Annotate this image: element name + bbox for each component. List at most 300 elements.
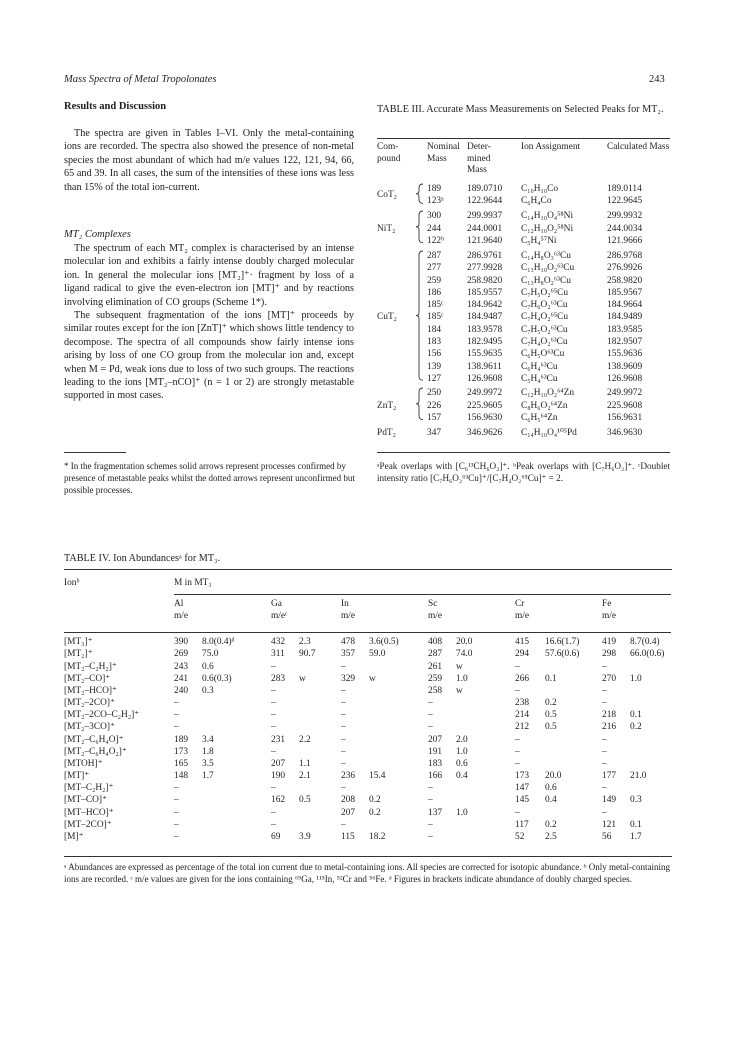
mass-cell: – [428, 698, 433, 709]
paragraph-text: The spectrum of each MT₂ complex is characterised by an intense molecular ion and exhibits a fairly intense doubly charged molecular ion. In general the molecular ions [MT₂]⁺· fragment by loss of a ligand radical to give the even-electron ion [MT]⁺ and by reactions involving elimination of CO groups (Scheme 1*). [64, 243, 354, 308]
mass-cell: – [271, 661, 276, 672]
abundance-cell: w [369, 673, 376, 684]
ion-assignment-cell: C₁₄H₁₀O₄¹⁰⁵Pd [521, 428, 577, 439]
determined-mass-cell: 299.9937 [467, 211, 503, 222]
mass-cell: – [602, 734, 607, 745]
abundance-cell: 20.0 [545, 771, 562, 782]
determined-mass-cell: 155.9635 [467, 349, 503, 360]
determined-mass-cell: 277.9928 [467, 263, 503, 274]
abundance-cell [364, 697, 428, 709]
abundance-cell: 0.5 [545, 710, 557, 721]
ion-cell: [MT–2CO]⁺ [64, 819, 112, 830]
mass-cell: – [602, 661, 607, 672]
mass-cell: 173 [174, 746, 189, 757]
abundance-cell: 0.6 [202, 661, 214, 672]
mass-cell: – [602, 746, 607, 757]
calculated-mass-cell: 183.9585 [607, 324, 643, 335]
subsection-heading: MT₂ Complexes [64, 229, 131, 240]
mass-cell: 166 [428, 771, 443, 782]
mass-cell: – [428, 795, 433, 806]
compound-cell: CoT₂ [377, 190, 397, 201]
mass-cell: – [515, 807, 520, 818]
ion-cell: [MT₃]⁺ [64, 637, 93, 648]
mass-cell: 207 [428, 734, 443, 745]
table-row [64, 709, 671, 721]
mass-cell: – [341, 698, 346, 709]
determined-mass-cell: 258.9820 [467, 275, 503, 286]
table-row [64, 819, 671, 831]
results-paragraph-1 [64, 127, 354, 194]
abundance-cell: 0.6 [456, 758, 468, 769]
abundance-cell: 1.0 [456, 746, 468, 757]
nominal-mass-cell: 157 [427, 413, 442, 424]
mass-cell: – [271, 783, 276, 794]
table-row [64, 746, 671, 758]
ion-cell: [MT₂–CO]⁺ [64, 673, 111, 684]
mass-cell: – [271, 685, 276, 696]
abundance-cell: 8.7(0.4) [630, 637, 660, 648]
table3-body [377, 183, 670, 440]
ion-assignment-cell: C₁₄H₁₀O₄⁵⁸Ni [521, 211, 574, 222]
brace-icon [415, 250, 425, 381]
header-ion: Ionᵇ [64, 578, 80, 588]
mass-cell: 283 [271, 673, 286, 684]
header-compound: Com- pound [377, 142, 401, 164]
abundance-cell: w [299, 673, 306, 684]
mass-cell: – [602, 783, 607, 794]
ion-cell: [MT₂]⁺ [64, 649, 93, 660]
abundance-cell: 0.2 [630, 722, 642, 733]
nominal-mass-cell: 185ᶜ [427, 312, 444, 323]
mass-cell: – [174, 710, 179, 721]
table4 [64, 568, 671, 843]
abundance-cell [540, 661, 602, 673]
abundance-cell: 1.0 [630, 673, 642, 684]
table-row [64, 770, 671, 782]
abundance-cell: 0.4 [545, 795, 557, 806]
abundance-cell [625, 661, 671, 673]
abundance-cell [625, 734, 671, 746]
brace-cell [415, 385, 427, 425]
determined-mass-cell: 126.9608 [467, 373, 503, 384]
paragraph-text: The spectra are given in Tables I–VI. Only the metal-containing ions are recorded. The spectra also showed the presence of non-metal species the most abundant of which had m/e values 122, 121, 94, 66, 65 and 39. In all cases, the sum of the intensities of these ions was less than 15% of the total ion-current. [64, 128, 354, 193]
calculated-mass-cell: 182.9507 [607, 336, 643, 347]
ion-cell: [MT₂–2CO]⁺ [64, 698, 115, 709]
mass-cell: – [271, 819, 276, 830]
nominal-mass-cell: 183 [427, 336, 442, 347]
mass-cell: 269 [174, 649, 189, 660]
mass-cell: – [271, 710, 276, 721]
table3 [377, 139, 670, 439]
table-row [377, 385, 670, 400]
mass-cell: – [271, 722, 276, 733]
abundance-cell: w [456, 685, 463, 696]
nominal-mass-cell: 226 [427, 400, 442, 411]
mass-cell: 218 [602, 710, 617, 721]
mass-cell: – [341, 819, 346, 830]
abundance-cell [540, 734, 602, 746]
mass-cell: – [428, 710, 433, 721]
abundance-cell: 15.4 [369, 771, 386, 782]
mass-cell: – [341, 685, 346, 696]
abundance-cell: 66.0(0.6) [630, 649, 665, 660]
abundance-cell [451, 831, 515, 843]
abundance-cell [197, 697, 271, 709]
abundance-cell: 1.1 [299, 758, 311, 769]
mass-cell: – [174, 819, 179, 830]
abundance-cell [197, 782, 271, 794]
mass-cell: – [341, 758, 346, 769]
abundance-cell: 0.4 [456, 771, 468, 782]
nominal-mass-cell: 259 [427, 275, 442, 286]
abundance-cell: 0.3 [202, 685, 214, 696]
empty-cell [64, 598, 174, 610]
mass-cell: 117 [515, 819, 529, 830]
determined-mass-cell: 122.9644 [467, 196, 503, 207]
mass-cell: – [174, 698, 179, 709]
abundance-cell: 0.5 [299, 795, 311, 806]
metal-header-4: Cr [515, 599, 525, 609]
mass-cell: 207 [271, 758, 286, 769]
compound-cell: CuT₂ [377, 312, 397, 323]
table-row [64, 673, 671, 685]
determined-mass-cell: 244.0001 [467, 223, 503, 234]
abundance-cell [294, 709, 341, 721]
table-row [64, 721, 671, 733]
abundance-cell: 0.5 [545, 722, 557, 733]
ion-cell: [MT–HCO]⁺ [64, 807, 114, 818]
calculated-mass-cell: 122.9645 [607, 196, 643, 207]
mass-cell: 207 [341, 807, 356, 818]
table-row [64, 734, 671, 746]
abundance-cell [294, 661, 341, 673]
brace-icon [415, 210, 425, 244]
abundance-cell [364, 709, 428, 721]
abundance-cell [364, 746, 428, 758]
brace-icon [415, 183, 425, 204]
unit-header-1: m/eᶜ [271, 611, 288, 622]
table-row [64, 794, 671, 806]
running-title: Mass Spectra of Metal Tropolonates [64, 74, 217, 85]
ion-cell: [MT₂–C₆H₄O]⁺ [64, 734, 124, 745]
abundance-cell: 59.0 [369, 649, 386, 660]
mass-cell: 311 [271, 649, 285, 660]
brace-cell [415, 183, 427, 209]
mass-cell: – [174, 831, 179, 842]
nominal-mass-cell: 189 [427, 183, 442, 194]
abundance-cell: 1.0 [456, 807, 468, 818]
determined-mass-cell: 138.9611 [467, 361, 502, 372]
mass-cell: 177 [602, 771, 617, 782]
ion-assignment-cell: C₆H₄Co [521, 196, 552, 207]
calculated-mass-cell: 249.9972 [607, 388, 643, 399]
mass-cell: – [515, 758, 520, 769]
mass-cell: – [428, 831, 433, 842]
calculated-mass-cell: 276.9926 [607, 263, 643, 274]
abundance-cell [197, 794, 271, 806]
ion-assignment-cell: C₇H₅O₂⁶³Cu [521, 324, 568, 335]
determined-mass-cell: 346.9626 [467, 428, 503, 439]
calculated-mass-cell: 126.9608 [607, 373, 643, 384]
table3-notes: ᵃPeak overlaps with [C₆¹³CH₆O₂]⁺. ᵇPeak overlaps with [C₇H₆O₂]⁺. ᶜDoublet intensity ratio [C₇H₆O₂⁶³Cu]⁺/[C₇H₄O₂⁶⁵Cu]⁺ = 2. [377, 461, 670, 484]
mass-cell: 408 [428, 637, 443, 648]
mass-cell: – [174, 783, 179, 794]
mass-cell: – [341, 746, 346, 757]
mass-cell: – [341, 783, 346, 794]
ion-cell: [MT–C₂H₂]⁺ [64, 783, 114, 794]
abundance-cell [364, 758, 428, 770]
ion-cell: [MT₂–HCO]⁺ [64, 685, 118, 696]
determined-mass-cell: 156.9630 [467, 413, 503, 424]
ion-assignment-cell: C₁₂H₁₀O₂⁶⁴Zn [521, 388, 575, 399]
abundance-cell [197, 831, 271, 843]
ion-assignment-cell: C₁₄H₈O₃⁶³Cu [521, 250, 571, 261]
table3-header-row [377, 139, 670, 183]
mass-cell: 137 [428, 807, 443, 818]
mass-cell: 261 [428, 661, 443, 672]
ion-cell: [MT–CO]⁺ [64, 795, 107, 806]
abundance-cell: 2.5 [545, 831, 557, 842]
mass-cell: 294 [515, 649, 530, 660]
table-row [64, 807, 671, 819]
abundance-cell [540, 758, 602, 770]
mass-cell: 145 [515, 795, 530, 806]
mass-cell: 298 [602, 649, 617, 660]
calculated-mass-cell: 184.9489 [607, 312, 643, 323]
mass-cell: 162 [271, 795, 286, 806]
ion-assignment-cell: C₇H₆O₂⁶³Cu [521, 300, 568, 311]
abundance-cell: 2.3 [299, 637, 311, 648]
abundance-cell: 2.1 [299, 771, 311, 782]
mass-cell: 173 [515, 771, 530, 782]
mass-cell: 121 [602, 819, 617, 830]
mass-cell: – [341, 661, 346, 672]
mass-cell: – [341, 734, 346, 745]
mass-cell: – [602, 685, 607, 696]
calculated-mass-cell: 138.9609 [607, 361, 643, 372]
abundance-cell: 90.7 [299, 649, 316, 660]
ion-assignment-cell: C₅H₄⁵⁷Ni [521, 236, 557, 247]
unit-header-5: m/e [602, 611, 617, 622]
determined-mass-cell: 184.9642 [467, 300, 503, 311]
ion-assignment-cell: C₆H₅⁶⁴Zn [521, 413, 558, 424]
determined-mass-cell: 121.9640 [467, 236, 503, 247]
page-number: 243 [649, 74, 665, 85]
mass-cell: 183 [428, 758, 443, 769]
abundance-cell [197, 709, 271, 721]
table-row [64, 636, 671, 648]
mass-cell: 212 [515, 722, 530, 733]
abundance-cell: 3.4 [202, 734, 214, 745]
nominal-mass-cell: 287 [427, 250, 442, 261]
abundance-cell: 2.0 [456, 734, 468, 745]
abundance-cell: 8.0(0.4)ᵈ [202, 637, 235, 648]
mass-cell: – [602, 698, 607, 709]
compound-cell: PdT₂ [377, 428, 396, 439]
ion-cell: [M]⁺ [64, 831, 84, 842]
determined-mass-cell: 185.9557 [467, 287, 503, 298]
mass-cell: 148 [174, 771, 189, 782]
mass-cell: 259 [428, 673, 443, 684]
determined-mass-cell: 286.9761 [467, 250, 503, 261]
mass-cell: 190 [271, 771, 286, 782]
abundance-cell: 3.6(0.5) [369, 637, 399, 648]
nominal-mass-cell: 156 [427, 349, 442, 360]
ion-assignment-cell: C₈H₆O₂⁶⁴Zn [521, 400, 568, 411]
calculated-mass-cell: 258.9820 [607, 275, 643, 286]
table4-notes: ᵃ Abundances are expressed as percentage of the total ion current due to metal-containing ions. All species are corrected for isotopic abundance. ᵇ Only metal-containing ions are recorded. ᶜ m/e values are given for the ions containing ⁶⁹Ga, ¹¹⁵In, ⁵²Cr and ⁵⁶Fe. ᵈ Figures in brackets indicate abundance of doubly charged species. [64, 862, 671, 884]
mass-cell: 238 [515, 698, 530, 709]
abundance-cell [364, 661, 428, 673]
abundance-cell: 3.5 [202, 758, 214, 769]
determined-mass-cell: 225.9605 [467, 400, 503, 411]
calculated-mass-cell: 225.9608 [607, 400, 643, 411]
abundance-cell: 0.2 [369, 795, 381, 806]
abundance-cell [364, 782, 428, 794]
nominal-mass-cell: 186 [427, 287, 442, 298]
table4-unit-row [64, 610, 671, 622]
nominal-mass-cell: 123ᵃ [427, 196, 444, 207]
mass-cell: 214 [515, 710, 530, 721]
calculated-mass-cell: 346.9630 [607, 428, 643, 439]
brace-icon [415, 387, 425, 421]
mass-cell: – [602, 807, 607, 818]
abundance-cell [197, 807, 271, 819]
abundance-cell: 0.2 [545, 698, 557, 709]
calculated-mass-cell: 244.0034 [607, 223, 643, 234]
header-nominal-mass: Nominal Mass [427, 142, 460, 164]
table-row [64, 648, 671, 660]
abundance-cell [625, 685, 671, 697]
abundance-cell [451, 794, 515, 806]
header-calculated-mass: Calculated Mass [607, 142, 670, 152]
ion-assignment-cell: C₆H₄⁶³Cu [521, 361, 558, 372]
abundance-cell: 16.6(1.7) [545, 637, 580, 648]
calculated-mass-cell: 286.9768 [607, 250, 643, 261]
abundance-cell [294, 819, 341, 831]
mass-cell: 216 [602, 722, 617, 733]
nominal-mass-cell: 277 [427, 263, 442, 274]
mass-cell: 208 [341, 795, 356, 806]
abundance-cell: 20.0 [456, 637, 473, 648]
calculated-mass-cell: 299.9932 [607, 211, 643, 222]
mass-cell: 240 [174, 685, 189, 696]
abundance-cell: 0.1 [630, 710, 642, 721]
nominal-mass-cell: 185ᶜ [427, 300, 444, 311]
calculated-mass-cell: 185.9567 [607, 287, 643, 298]
determined-mass-cell: 183.9578 [467, 324, 503, 335]
nominal-mass-cell: 244 [427, 223, 442, 234]
abundance-cell: 0.2 [545, 819, 557, 830]
mass-cell: 115 [341, 831, 355, 842]
abundance-cell [364, 819, 428, 831]
mass-cell: 165 [174, 758, 189, 769]
unit-header-0: m/e [174, 611, 189, 622]
ion-assignment-cell: C₁₃H₈O₂⁶³Cu [521, 275, 571, 286]
footnote-rule [64, 452, 126, 453]
results-paragraph-2 [64, 242, 354, 403]
header-ion-assignment: Ion Assignment [521, 142, 581, 152]
mass-cell: 329 [341, 673, 356, 684]
ion-assignment-cell: C₇H₄O₂⁶³Cu [521, 336, 568, 347]
mass-cell: 357 [341, 649, 356, 660]
ion-cell: [MT₂–3CO]⁺ [64, 722, 115, 733]
mass-cell: 419 [602, 637, 617, 648]
abundance-cell: 3.9 [299, 831, 311, 842]
table4-subheader-rule [174, 594, 671, 595]
calculated-mass-cell: 121.9666 [607, 236, 643, 247]
mass-cell: 56 [602, 831, 612, 842]
unit-header-4: m/e [515, 611, 530, 622]
mass-cell: 287 [428, 649, 443, 660]
mass-cell: 266 [515, 673, 530, 684]
abundance-cell [540, 807, 602, 819]
unit-header-3: m/e [428, 611, 443, 622]
abundance-cell [625, 697, 671, 709]
abundance-cell [451, 782, 515, 794]
table4-caption: TABLE IV. Ion Abundancesᵃ for MT₃. [64, 553, 221, 564]
mass-cell: – [271, 746, 276, 757]
abundance-cell: 0.3 [630, 795, 642, 806]
abundance-cell [364, 721, 428, 733]
abundance-cell: 0.1 [545, 673, 557, 684]
calculated-mass-cell: 155.9636 [607, 349, 643, 360]
nominal-mass-cell: 300 [427, 211, 442, 222]
table-row [377, 208, 670, 223]
ion-assignment-cell: C₁₀H₁₀Co [521, 183, 559, 194]
abundance-cell [294, 685, 341, 697]
mass-cell: 258 [428, 685, 443, 696]
ion-cell: [MT₂–C₆H₄O₂]⁺ [64, 746, 127, 757]
abundance-cell [625, 782, 671, 794]
header-determined-mass: Deter- mined Mass [467, 142, 491, 175]
abundance-cell: 74.0 [456, 649, 473, 660]
abundance-cell: w [456, 661, 463, 672]
nominal-mass-cell: 127 [427, 373, 442, 384]
abundance-cell: 0.6 [545, 783, 557, 794]
mass-cell: 243 [174, 661, 189, 672]
nominal-mass-cell: 184 [427, 324, 442, 335]
abundance-cell: 0.6(0.3) [202, 673, 232, 684]
ion-assignment-cell: C₁₂H₁₀O₂⁵⁸Ni [521, 223, 574, 234]
ion-cell: [MT]⁺ [64, 771, 90, 782]
mass-cell: – [271, 807, 276, 818]
mass-cell: 415 [515, 637, 530, 648]
mass-cell: 69 [271, 831, 281, 842]
table4-header-rule [64, 632, 671, 633]
abundance-cell: 1.7 [630, 831, 642, 842]
metal-header-2: In [341, 599, 349, 609]
table-row [377, 248, 670, 262]
unit-header-2: m/e [341, 611, 356, 622]
ion-assignment-cell: C₅H₄⁶³Cu [521, 373, 558, 384]
mass-cell: – [174, 807, 179, 818]
mass-cell: – [515, 746, 520, 757]
abundance-cell [625, 807, 671, 819]
metal-header-1: Ga [271, 599, 282, 609]
mass-cell: – [428, 722, 433, 733]
mass-cell: – [602, 758, 607, 769]
metal-header-3: Sc [428, 599, 438, 609]
table-row [64, 685, 671, 697]
abundance-cell [364, 685, 428, 697]
mass-cell: – [341, 722, 346, 733]
determined-mass-cell: 189.0710 [467, 183, 503, 194]
nominal-mass-cell: 250 [427, 388, 442, 399]
mass-cell: 231 [271, 734, 286, 745]
metal-header-5: Fe [602, 599, 612, 609]
abundance-cell: 1.0 [456, 673, 468, 684]
